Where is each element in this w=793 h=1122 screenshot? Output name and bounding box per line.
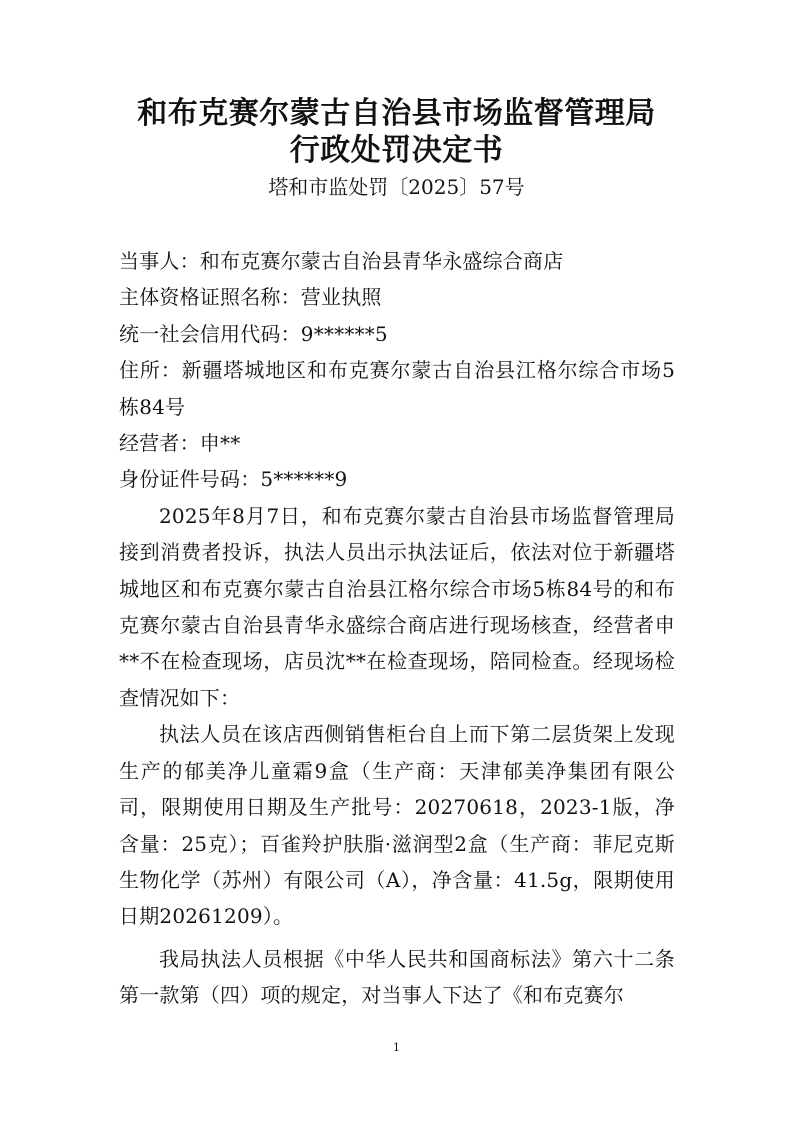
document-title-line2: 行政处罚决定书 — [289, 133, 504, 168]
party-name: 当事人：和布克赛尔蒙古自治县青华永盛综合商店 — [119, 249, 564, 273]
page-number: 1 — [393, 1041, 400, 1054]
paragraph-findings: 执法人员在该店西侧销售柜台自上而下第二层货架上发现生产的郁美净儿童霜9盒（生产商：天津郁美净集团有限公司，限期使用日期及生产批号：20270618，2023-1版，净含量：25克）；百雀羚护肤脂·滋润型2盒（生产商：菲尼克斯生物化学（苏州）有限公司（A），净含量：41.5g，限期使用日期20261209）。 — [119, 722, 675, 929]
paragraph-inspection: 2025年8月7日，和布克赛尔蒙古自治县市场监督管理局接到消费者投诉，执法人员出示执法证后，依法对位于新疆塔城地区和布克赛尔蒙古自治县江格尔综合市场5栋84号的和布克赛尔蒙古自治县青华永盛综合商店进行现场核查，经营者申**不在检查现场，店员沈**在检查现场，陪同检查。经现场检查情况如下： — [119, 503, 675, 710]
document-number: 塔和市监处罚〔2025〕57号 — [268, 175, 525, 199]
document-title-line1: 和布克赛尔蒙古自治县市场监督管理局 — [137, 96, 656, 131]
party-address: 住所：新疆塔城地区和布克赛尔蒙古自治县江格尔综合市场5栋84号 — [119, 358, 675, 419]
credit-code: 统一社会信用代码：9******5 — [119, 321, 388, 346]
license-type: 主体资格证照名称：营业执照 — [119, 285, 382, 310]
id-number: 身份证件号码：5******9 — [119, 467, 348, 492]
document-body — [119, 243, 675, 1014]
operator-name: 经营者：申** — [119, 431, 241, 456]
paragraph-notice: 我局执法人员根据《中华人民共和国商标法》第六十二条第一款第（四）项的规定，对当事人下达了《和布克赛尔 — [119, 946, 675, 1008]
